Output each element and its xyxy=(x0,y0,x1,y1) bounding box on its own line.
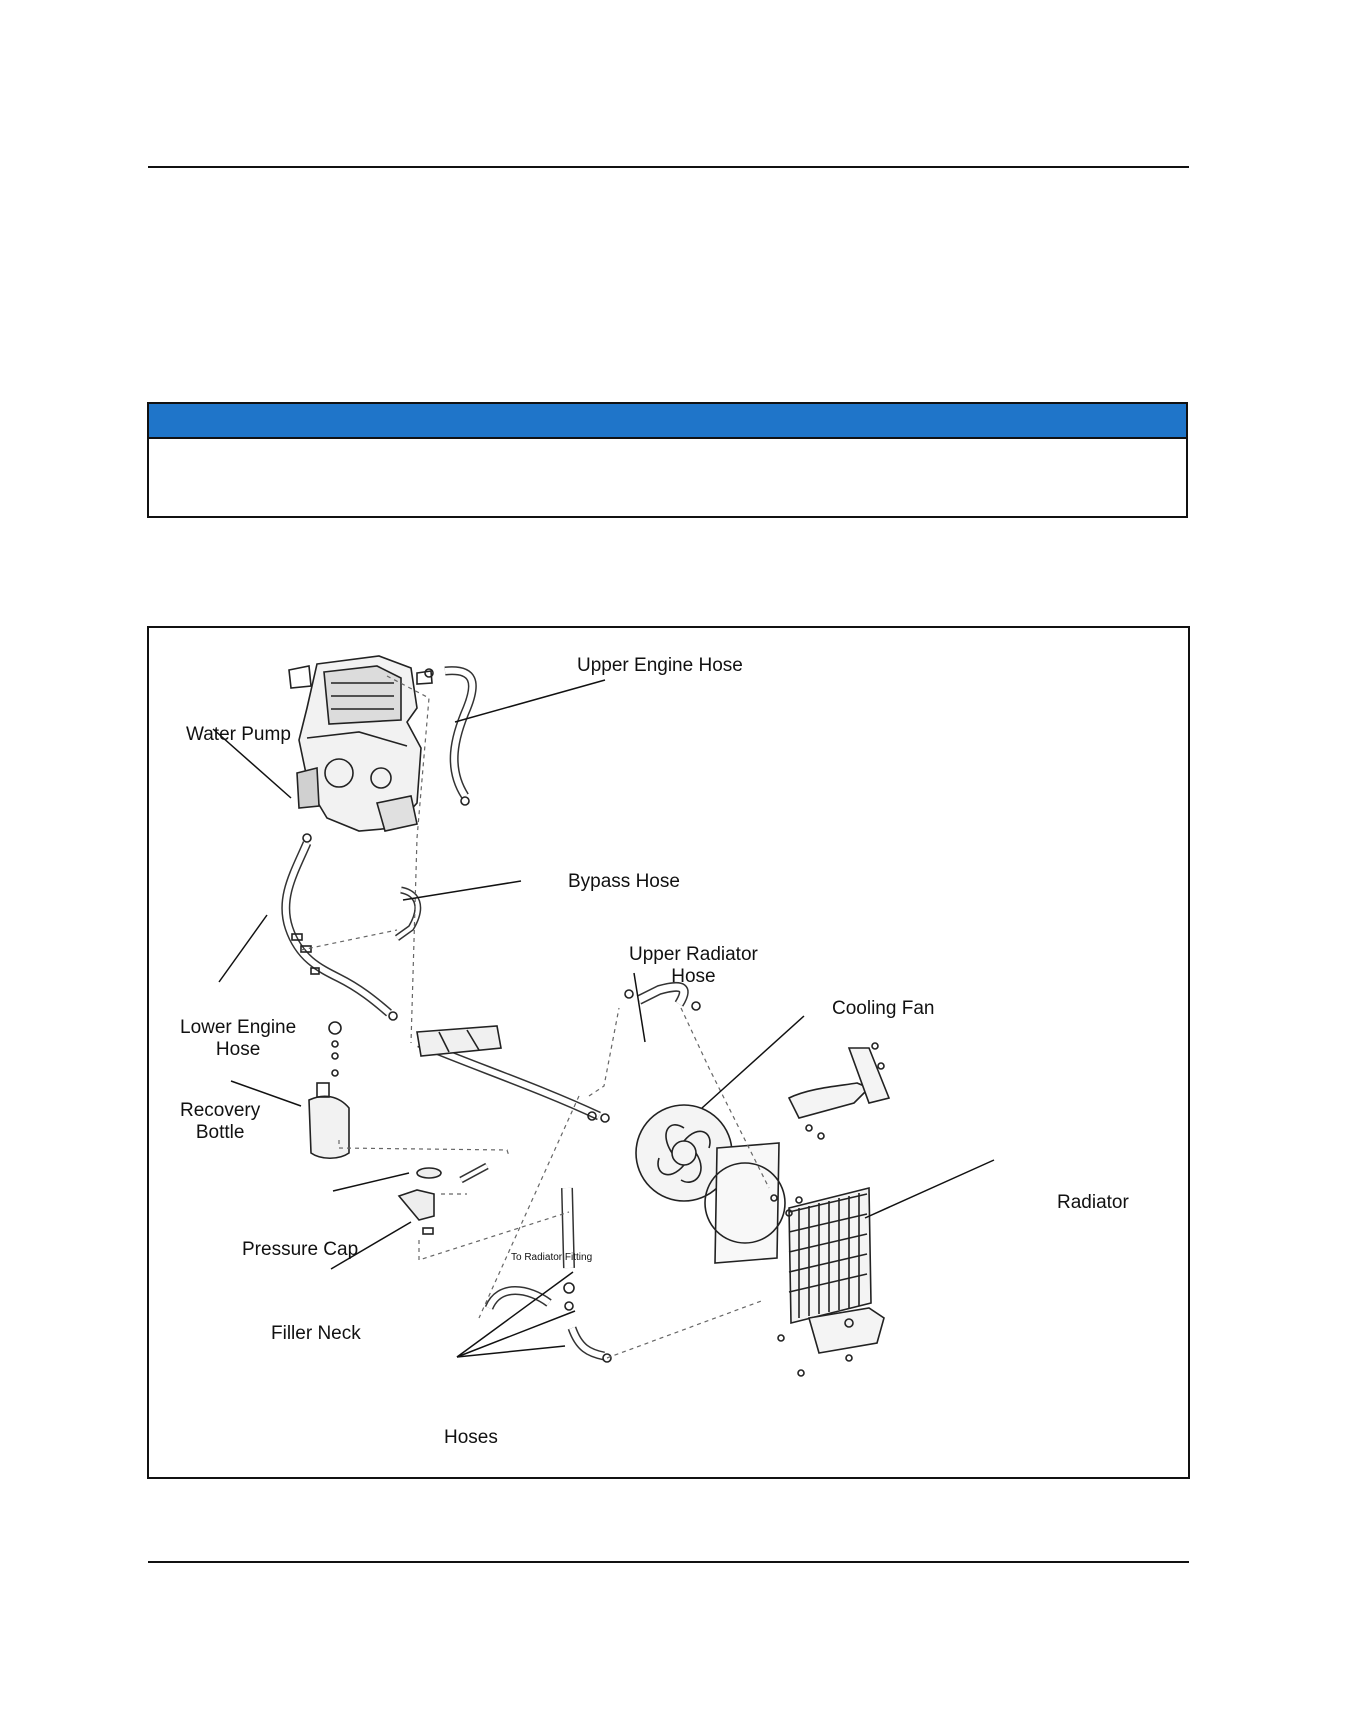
callout-pressure-cap: Pressure Cap xyxy=(242,1239,359,1260)
notice-box xyxy=(147,402,1188,518)
cooling-fan-drawing xyxy=(636,1105,785,1263)
footer-rule xyxy=(148,1561,1189,1563)
callout-radiator: Radiator xyxy=(1057,1192,1129,1213)
radiator-drawing xyxy=(789,1188,871,1323)
callout-upper-radiator-hose: Upper Radiator Hose xyxy=(629,944,758,987)
notice-header-bar xyxy=(149,404,1186,439)
callout-recovery-bottle: Recovery Bottle xyxy=(180,1100,261,1143)
callout-bypass-hose: Bypass Hose xyxy=(568,871,680,892)
header-rule xyxy=(148,166,1189,168)
callout-to-radiator-fitting: To Radiator Fitting xyxy=(511,1252,593,1263)
callout-water-pump: Water Pump xyxy=(186,724,291,745)
callout-cooling-fan: Cooling Fan xyxy=(832,998,935,1019)
engine-drawing xyxy=(289,656,432,831)
recovery-bottle-drawing xyxy=(309,1022,349,1158)
cooling-system-diagram xyxy=(149,628,1188,1477)
callout-upper-engine-hose: Upper Engine Hose xyxy=(577,655,743,676)
callout-filler-neck: Filler Neck xyxy=(271,1323,361,1344)
callout-lower-engine-hose: Lower Engine Hose xyxy=(180,1017,297,1060)
cooling-system-figure xyxy=(147,626,1190,1479)
callout-hoses: Hoses xyxy=(444,1427,498,1448)
